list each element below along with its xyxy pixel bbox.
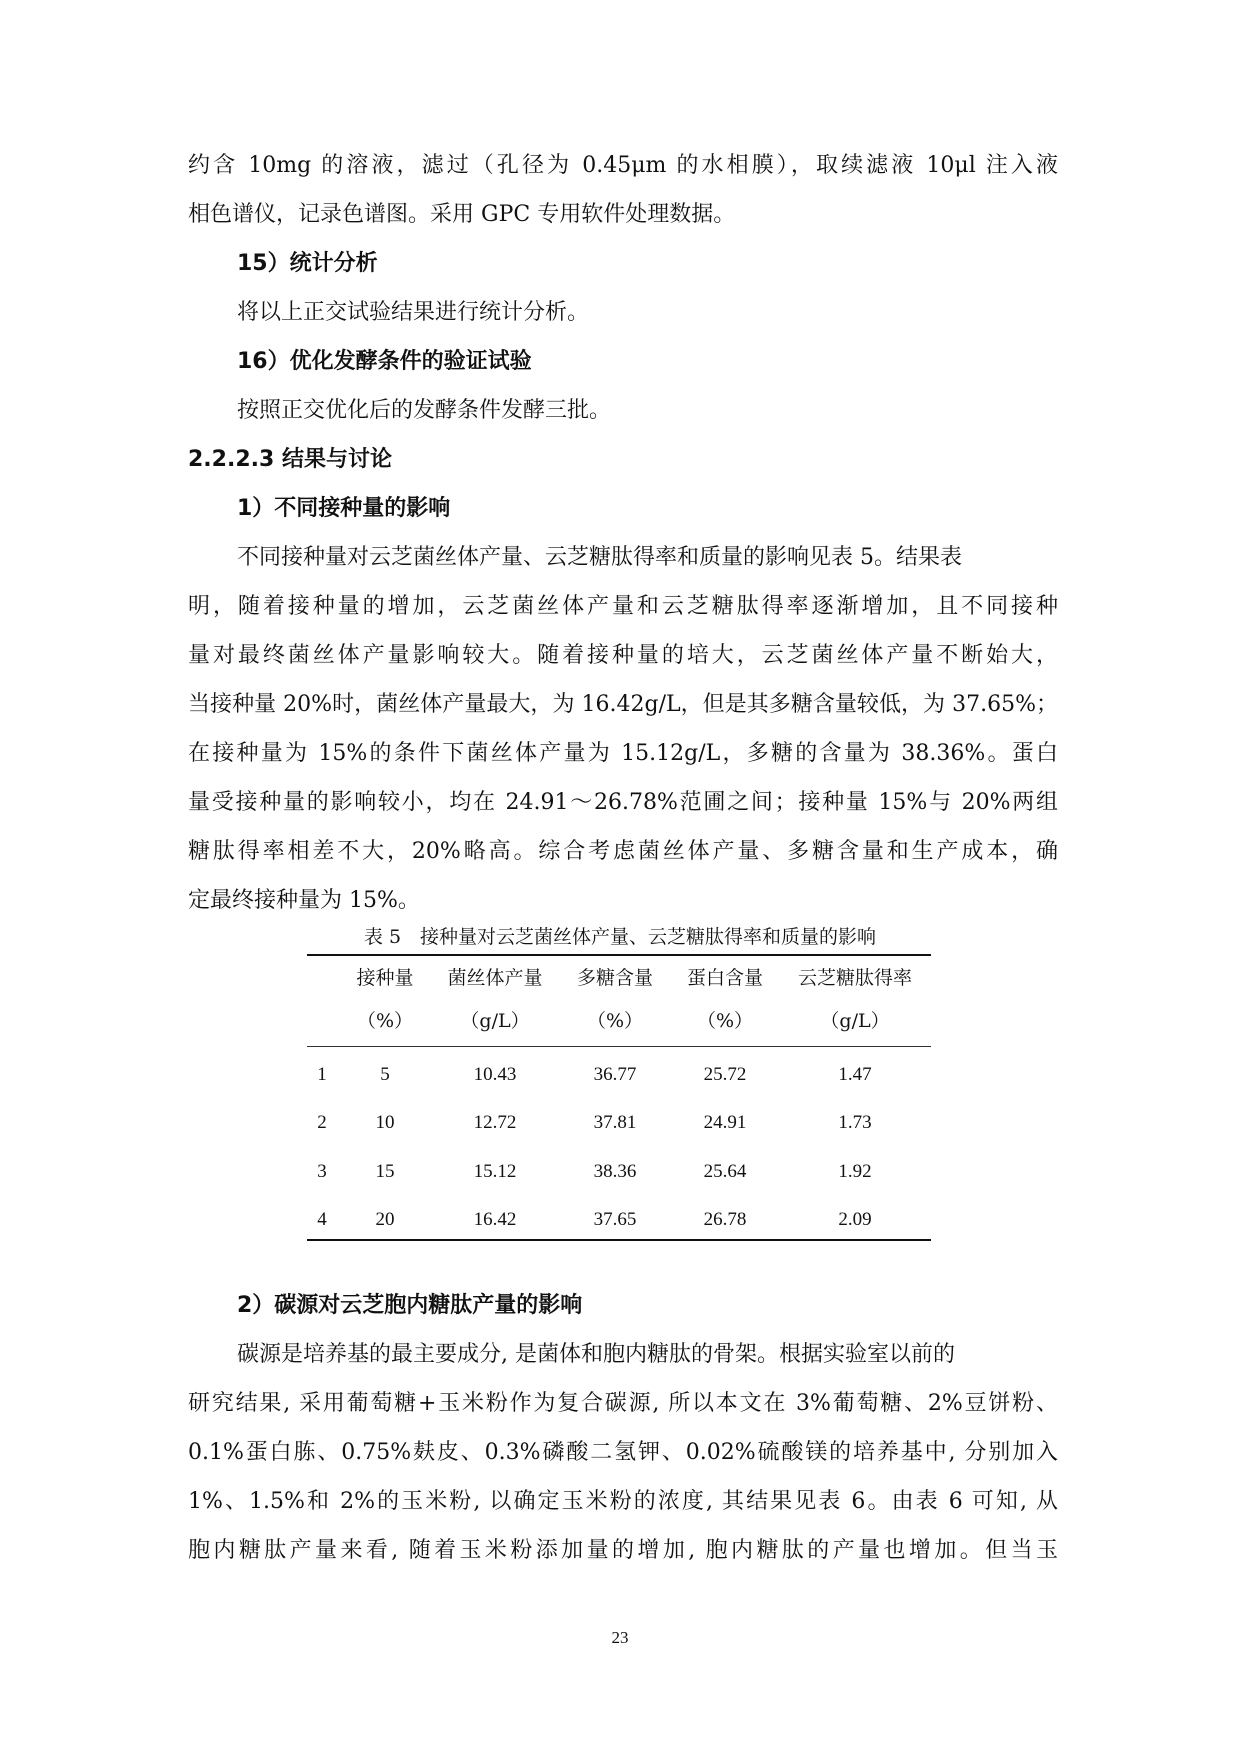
table-caption: 表 5 接种量对云芝菌丝体产量、云芝糖肽得率和质量的影响 — [363, 926, 877, 948]
paragraph-line: 研究结果, 采用葡萄糖+玉米粉作为复合碳源, 所以本文在 3%葡萄糖、2%豆饼粉、 — [188, 1391, 1058, 1416]
table-cell: 20 — [375, 1209, 395, 1230]
table-header-cell: 接种量 — [356, 967, 414, 989]
table-cell: 15 — [375, 1161, 395, 1182]
table-unit-cell: （%） — [356, 1010, 414, 1032]
paragraph-line: 约含 10mg 的溶液，滤过（孔径为 0.45μm 的水相膜），取续滤液 10μl 注入液 — [188, 153, 1058, 178]
table-cell: 38.36 — [593, 1161, 637, 1182]
table-cell: 2.09 — [838, 1209, 872, 1230]
table-unit-cell: （g/L） — [460, 1010, 530, 1032]
paragraph-line: 定最终接种量为 15%。 — [188, 888, 420, 913]
paragraph-line: 相色谱仪，记录色谱图。采用 GPC 专用软件处理数据。 — [188, 202, 736, 227]
table-header-cell: 云芝糖肽得率 — [797, 967, 912, 989]
table-cell: 1.92 — [838, 1161, 872, 1182]
table-cell: 37.65 — [593, 1209, 637, 1230]
table-cell: 1.73 — [838, 1112, 872, 1133]
table-cell: 10.43 — [473, 1064, 517, 1085]
table-bottom-rule — [307, 1239, 931, 1241]
table-header-cell: 多糖含量 — [576, 967, 653, 989]
section-heading-16: 16）优化发酵条件的验证试验 — [237, 349, 532, 374]
table-header-rule — [307, 1046, 931, 1047]
table-cell: 26.78 — [703, 1209, 747, 1230]
table-cell: 25.72 — [703, 1064, 747, 1085]
table-cell: 5 — [380, 1064, 390, 1085]
paragraph-line: 在接种量为 15%的条件下菌丝体产量为 15.12g/L，多糖的含量为 38.36%。蛋白 — [188, 741, 1058, 766]
table-header-cell: 菌丝体产量 — [447, 967, 543, 989]
paragraph-line: 量对最终菌丝体产量影响较大。随着接种量的培大，云芝菌丝体产量不断始大， — [188, 643, 1058, 668]
table-header-cell: 蛋白含量 — [686, 967, 763, 989]
table-cell: 25.64 — [703, 1161, 747, 1182]
paragraph-line: 碳源是培养基的最主要成分, 是菌体和胞内糖肽的骨架。根据实验室以前的 — [237, 1342, 955, 1367]
paragraph-line: 胞内糖肽产量来看, 随着玉米粉添加量的增加, 胞内糖肽的产量也增加。但当玉 — [188, 1538, 1058, 1563]
page-number: 23 — [611, 1628, 629, 1647]
paragraph-line: 将以上正交试验结果进行统计分析。 — [237, 300, 590, 325]
subsection-heading-2: 2）碳源对云芝胞内糖肽产量的影响 — [237, 1293, 583, 1318]
table-cell: 12.72 — [473, 1112, 517, 1133]
paragraph-line: 量受接种量的影响较小，均在 24.91～26.78%范圃之间；接种量 15%与 20%两组 — [188, 790, 1058, 815]
table-cell: 37.81 — [593, 1112, 637, 1133]
section-heading-2223: 2.2.2.3 结果与讨论 — [188, 447, 392, 472]
table-cell: 36.77 — [593, 1064, 637, 1085]
paragraph-line: 0.1%蛋白胨、0.75%麸皮、0.3%磷酸二氢钾、0.02%硫酸镁的培养基中, 分别加入 — [188, 1440, 1058, 1465]
paragraph-line: 当接种量 20%时，菌丝体产量最大，为 16.42g/L，但是其多糖含量较低，为 37.65%； — [188, 692, 1058, 717]
table-unit-cell: （g/L） — [820, 1010, 890, 1032]
paragraph-line: 不同接种量对云芝菌丝体产量、云芝糖肽得率和质量的影响见表 5。结果表 — [237, 545, 962, 570]
table-cell: 16.42 — [473, 1209, 517, 1230]
table-cell: 24.91 — [703, 1112, 747, 1133]
table-cell: 10 — [375, 1112, 395, 1133]
table-cell: 4 — [317, 1209, 327, 1230]
table-unit-cell: （%） — [586, 1010, 644, 1032]
table-cell: 3 — [317, 1161, 327, 1182]
section-heading-15: 15）统计分析 — [237, 251, 378, 276]
table-cell: 1.47 — [838, 1064, 872, 1085]
table-cell: 1 — [317, 1064, 327, 1085]
table-unit-cell: （%） — [696, 1010, 754, 1032]
paragraph-line: 糖肽得率相差不大，20%略高。综合考虑菌丝体产量、多糖含量和生产成本，确 — [188, 839, 1058, 864]
paragraph-line: 1%、1.5%和 2%的玉米粉, 以确定玉米粉的浓度, 其结果见表 6。由表 6 可知, 从 — [188, 1489, 1058, 1514]
table-cell: 15.12 — [473, 1161, 517, 1182]
table-top-rule — [307, 954, 931, 956]
table-cell: 2 — [317, 1112, 327, 1133]
paragraph-line: 明，随着接种量的增加，云芝菌丝体产量和云芝糖肽得率逐渐增加，且不同接种 — [188, 594, 1058, 619]
paragraph-line: 按照正交优化后的发酵条件发酵三批。 — [237, 398, 612, 423]
subsection-heading-1: 1）不同接种量的影响 — [237, 496, 451, 521]
